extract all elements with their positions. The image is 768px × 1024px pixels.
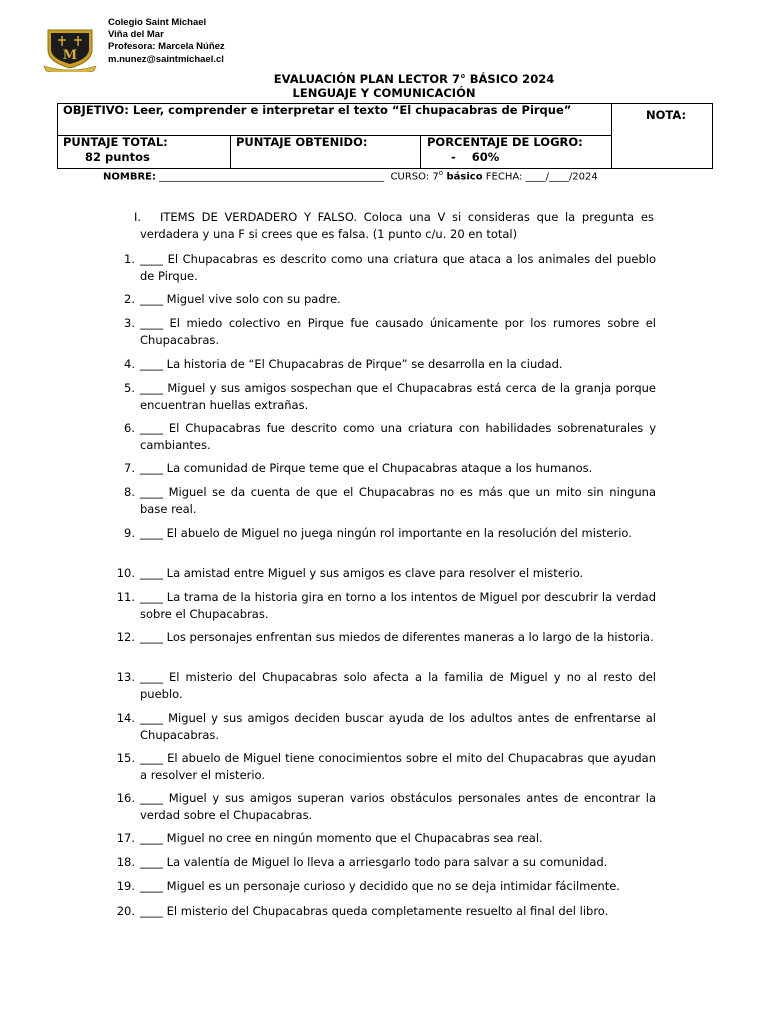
true-false-item bbox=[111, 315, 656, 348]
section-numeral: I. bbox=[134, 210, 142, 224]
section-true-false bbox=[134, 209, 654, 242]
svg-text:M: M bbox=[62, 48, 78, 63]
item-number: 13. bbox=[116, 670, 135, 684]
item-number: 15. bbox=[116, 751, 135, 765]
item-statement: ____ Los personajes enfrentan sus miedos de diferentes maneras a lo largo de la historia. bbox=[140, 630, 654, 644]
item-number: 14. bbox=[116, 711, 135, 725]
item-number: 1. bbox=[124, 252, 135, 266]
item-number: 20. bbox=[116, 904, 135, 918]
item-statement: ____ La historia de “El Chupacabras de Pirque” se desarrolla en la ciudad. bbox=[140, 357, 563, 371]
true-false-item bbox=[111, 356, 656, 373]
item-number: 3. bbox=[124, 316, 135, 330]
item-statement: ____ La valentía de Miguel lo lleva a arriesgarlo todo para salvar a su comunidad. bbox=[140, 855, 608, 869]
item-statement: ____ Miguel se da cuenta de que el Chupacabras no es más que un mito sin ninguna base real. bbox=[140, 485, 656, 516]
true-false-item bbox=[111, 854, 656, 871]
school-info bbox=[108, 17, 225, 66]
item-number: 2. bbox=[124, 292, 135, 306]
item-number: 10. bbox=[116, 566, 135, 580]
evaluation-info-table bbox=[57, 103, 713, 169]
true-false-item bbox=[111, 589, 656, 622]
item-statement: ____ La trama de la historia gira en torno a los intentos de Miguel por descubrir la verdad sobre el Chupacabras. bbox=[140, 590, 656, 621]
true-false-item bbox=[111, 484, 656, 517]
true-false-item bbox=[111, 380, 656, 413]
true-false-item bbox=[111, 629, 656, 646]
item-number: 7. bbox=[124, 461, 135, 475]
grade-label: NOTA: bbox=[646, 108, 687, 122]
item-statement: ____ Miguel y sus amigos superan varios obstáculos personales antes de encontrar la verdad sobre el Chupacabras. bbox=[140, 791, 656, 822]
date-field[interactable]: FECHA: ____/____/2024 bbox=[482, 171, 598, 183]
true-false-item bbox=[111, 251, 656, 284]
item-statement: ____ El misterio del Chupacabras solo afecta a la familia de Miguel y no al resto del pueblo. bbox=[140, 670, 656, 701]
true-false-item bbox=[111, 750, 656, 783]
item-number: 17. bbox=[116, 831, 135, 845]
true-false-item bbox=[111, 830, 656, 847]
item-statement: ____ La amistad entre Miguel y sus amigos es clave para resolver el misterio. bbox=[140, 566, 584, 580]
achievement-percent-label: PORCENTAJE DE LOGRO: bbox=[427, 135, 583, 149]
true-false-item bbox=[111, 790, 656, 823]
item-number: 5. bbox=[124, 381, 135, 395]
school-city: Viña del Mar bbox=[108, 29, 164, 41]
item-statement: ____ Miguel vive solo con su padre. bbox=[140, 292, 341, 306]
item-statement: ____ El miedo colectivo en Pirque fue causado únicamente por los rumores sobre el Chupacabras. bbox=[140, 316, 656, 347]
item-statement: ____ Miguel y sus amigos deciden buscar ayuda de los adultos antes de enfrentarse al Chupacabras. bbox=[140, 711, 656, 742]
true-false-item bbox=[111, 420, 656, 453]
item-number: 8. bbox=[124, 485, 135, 499]
true-false-item bbox=[111, 565, 656, 582]
evaluation-title: EVALUACIÓN PLAN LECTOR 7° BÁSICO 2024 bbox=[273, 72, 555, 86]
true-false-item bbox=[111, 903, 656, 920]
course-label: CURSO: 7 bbox=[390, 171, 439, 183]
item-statement: ____ El Chupacabras fue descrito como una criatura con habilidades sobrenaturales y cambiantes. bbox=[140, 421, 656, 452]
item-number: 18. bbox=[116, 855, 135, 869]
student-info-row bbox=[103, 169, 598, 182]
item-statement: ____ La comunidad de Pirque teme que el Chupacabras ataque a los humanos. bbox=[140, 461, 593, 475]
true-false-item bbox=[111, 878, 656, 895]
item-statement: ____ Miguel y sus amigos sospechan que el Chupacabras está cerca de la granja porque encuentran huellas extrañas. bbox=[140, 381, 656, 412]
item-statement: ____ El abuelo de Miguel tiene conocimientos sobre el mito del Chupacabras que ayudan a resolver el misterio. bbox=[140, 751, 656, 782]
item-number: 6. bbox=[124, 421, 135, 435]
subject-title: LENGUAJE Y COMUNICACIÓN bbox=[292, 86, 476, 100]
item-number: 19. bbox=[116, 879, 135, 893]
course-level: básico bbox=[443, 171, 483, 183]
total-score-value: 82 puntos bbox=[85, 150, 150, 164]
item-statement: ____ El misterio del Chupacabras queda completamente resuelto al final del libro. bbox=[140, 904, 609, 918]
obtained-score-label: PUNTAJE OBTENIDO: bbox=[236, 135, 368, 149]
course-superscript: o bbox=[438, 169, 444, 177]
item-statement: ____ El Chupacabras es descrito como una criatura que ataca a los animales del pueblo de Pirque. bbox=[140, 252, 656, 283]
item-number: 11. bbox=[116, 590, 135, 604]
achievement-percent-value: - 60% bbox=[451, 150, 500, 164]
school-crest-logo bbox=[42, 28, 98, 72]
item-number: 16. bbox=[116, 791, 135, 805]
total-score-label: PUNTAJE TOTAL: bbox=[63, 135, 168, 149]
teacher-email: m.nunez@saintmichael.cl bbox=[108, 53, 224, 65]
item-number: 12. bbox=[116, 630, 135, 644]
true-false-item bbox=[111, 710, 656, 743]
true-false-item bbox=[111, 291, 656, 308]
school-name: Colegio Saint Michael bbox=[108, 17, 207, 28]
item-statement: ____ El abuelo de Miguel no juega ningún rol importante en la resolución del misterio. bbox=[140, 526, 632, 540]
name-blank[interactable]: _____________________________________________ bbox=[159, 171, 385, 183]
teacher-name: Profesora: Marcela Núñez bbox=[108, 41, 225, 53]
true-false-item bbox=[111, 525, 656, 542]
objective-text: OBJETIVO: Leer, comprender e interpretar el texto “El chupacabras de Pirque” bbox=[63, 103, 572, 117]
true-false-item bbox=[111, 669, 656, 702]
section-instruction: ITEMS DE VERDADERO Y FALSO. Coloca una V si consideras que la pregunta es verdadera y una F si crees que es falsa. (1 punto c/u. 20 en total) bbox=[140, 210, 654, 241]
item-statement: ____ Miguel no cree en ningún momento que el Chupacabras sea real. bbox=[140, 831, 543, 845]
item-statement: ____ Miguel es un personaje curioso y decidido que no se deja intimidar fácilmente. bbox=[140, 879, 620, 893]
item-number: 9. bbox=[124, 526, 135, 540]
item-number: 4. bbox=[124, 357, 135, 371]
name-label: NOMBRE: bbox=[103, 171, 156, 183]
true-false-item bbox=[111, 460, 656, 477]
